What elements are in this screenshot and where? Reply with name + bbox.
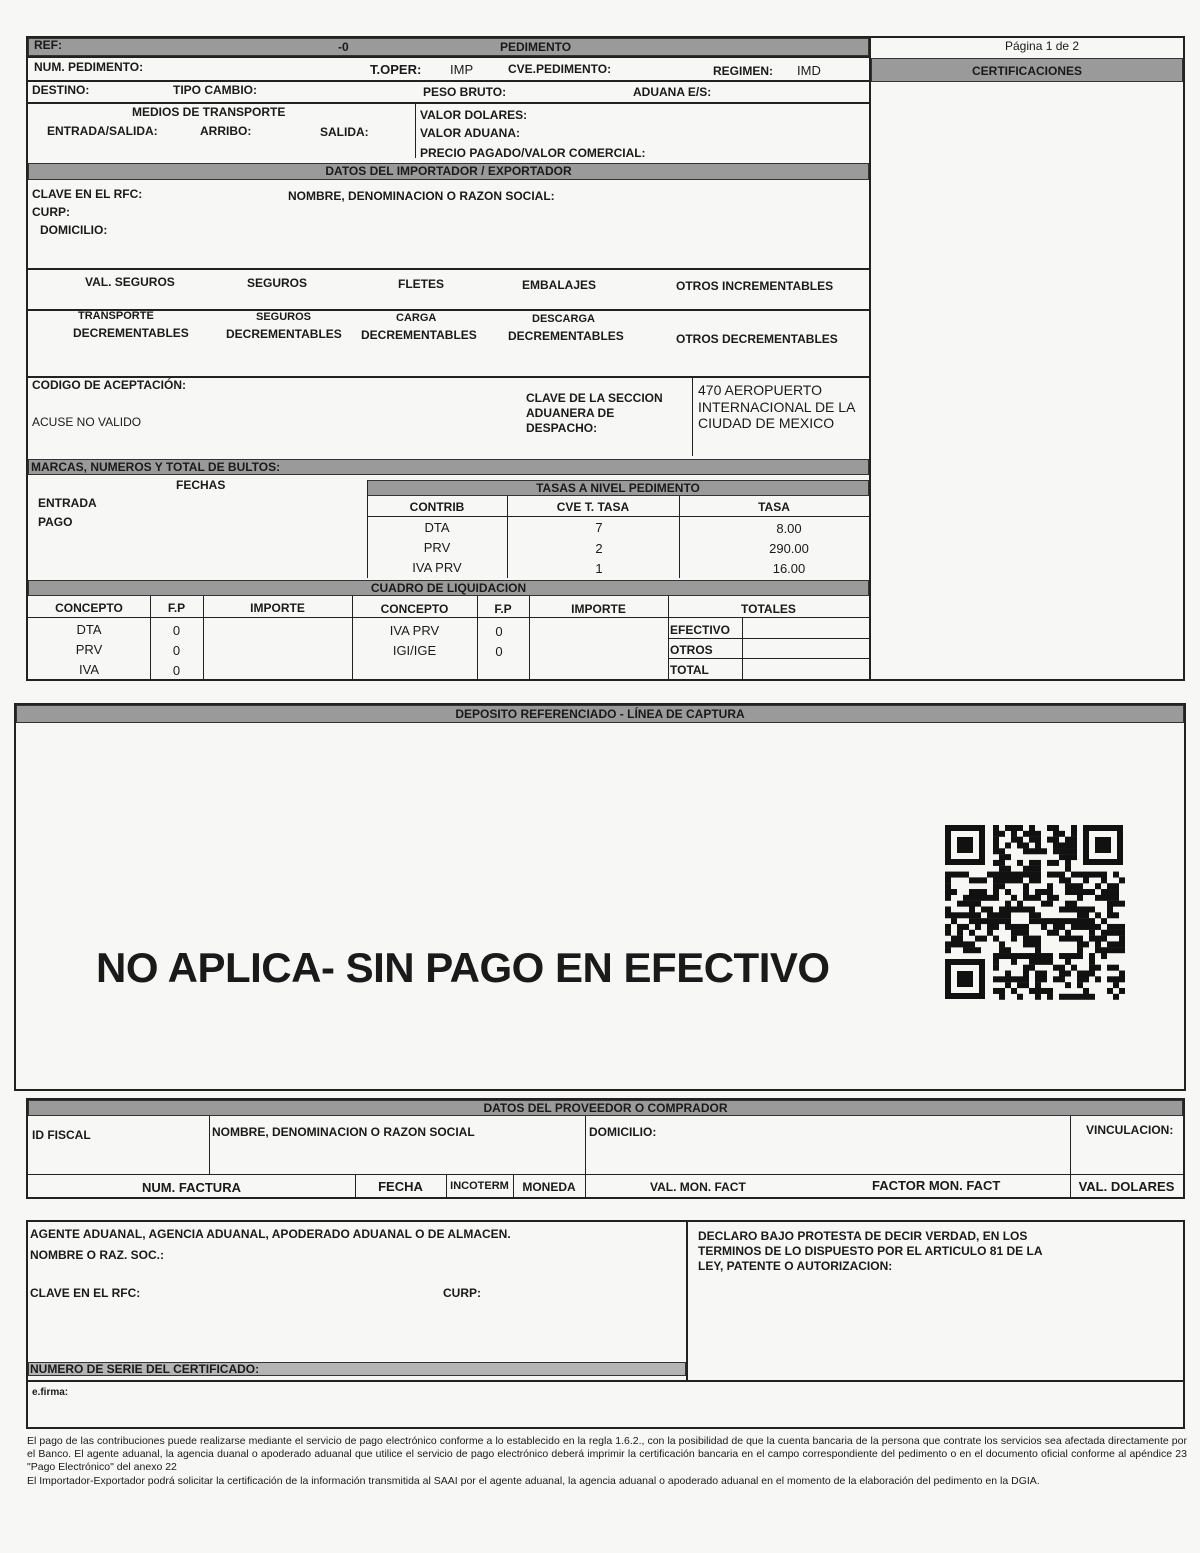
tasa-row-contrib: PRV <box>423 540 451 555</box>
declaro-2: TERMINOS DE LO DISPUESTO POR EL ARTICULO 81 DE LA <box>698 1244 1043 1258</box>
val-seguros-label: VAL. SEGUROS <box>85 275 175 289</box>
divider <box>668 617 869 618</box>
valor-dolares-label: VALOR DOLARES: <box>420 108 528 122</box>
divider <box>28 102 869 104</box>
liq-header-importe-2: IMPORTE <box>571 602 626 616</box>
qr-code-icon <box>943 823 1125 1001</box>
id-fiscal-label: ID FISCAL <box>32 1128 91 1142</box>
efirma-label: e.firma: <box>32 1387 69 1398</box>
carga-decrementables: DECREMENTABLES <box>361 328 477 342</box>
prov-nombre-label: NOMBRE, DENOMINACION O RAZON SOCIAL <box>212 1125 475 1139</box>
seccion-1: 470 AEROPUERTO <box>698 382 822 398</box>
liq-left-concepto: PRV <box>75 642 103 657</box>
footer-paragraph-1: El pago de las contribuciones puede realizarse mediante el servicio de pago electrónico conforme a lo establecido en la regla 1.6.2., con la posibilidad de que la cuenta bancaria de la persona que contrate los servicios sea afectada directamente por el Banco. El agente aduanal, la agencia duanal o apoderado aduanal que utilice el servicio de pago electrónico deberá imprimir la certificación bancaria en el campo correspondiente del pedimento o en el documento oficial conforme al apéndice 23 "Pago Electrónico" del anexo 22 <box>27 1435 1187 1473</box>
tasas-header-tasa: TASA <box>758 500 790 514</box>
num-pedimento-label: NUM. PEDIMENTO: <box>34 60 144 74</box>
pedimento-title: PEDIMENTO <box>500 40 572 54</box>
total-label: TOTAL <box>670 663 709 677</box>
divider <box>686 1220 688 1382</box>
tasa-row-tasa: 16.00 <box>772 561 806 576</box>
agente-nombre-label: NOMBRE O RAZ. SOC.: <box>30 1248 164 1262</box>
pagina-label: Página 1 de 2 <box>1005 39 1080 53</box>
efectivo-label: EFECTIVO <box>670 623 731 637</box>
divider <box>668 658 869 659</box>
toper-value: IMP <box>450 62 474 77</box>
fechas-pago: PAGO <box>38 515 73 529</box>
declaro-3: LEY, PATENTE O AUTORIZACION: <box>698 1259 893 1273</box>
valor-aduana-label: VALOR ADUANA: <box>420 126 520 140</box>
descarga-top: DESCARGA <box>532 314 595 322</box>
tasa-row-tasa: 8.00 <box>776 521 802 536</box>
transporte-top: TRANSPORTE <box>78 311 154 319</box>
seguros-top: SEGUROS <box>256 312 312 320</box>
certificaciones-box <box>869 36 1185 681</box>
otros-decrementables-label: OTROS DECREMENTABLES <box>676 332 838 346</box>
incoterm-label: INCOTERM <box>450 1180 509 1192</box>
arribo-label: ARRIBO: <box>200 124 252 138</box>
liq-left-fp: 0 <box>172 623 181 638</box>
ref-label: REF: <box>34 38 62 52</box>
salida-label: SALIDA: <box>320 125 369 139</box>
agente-curp-label: CURP: <box>443 1286 481 1300</box>
prov-domicilio-label: DOMICILIO: <box>589 1125 657 1139</box>
fletes-label: FLETES <box>398 277 445 291</box>
vinculacion-label: VINCULACION: <box>1086 1123 1174 1137</box>
domicilio-label: DOMICILIO: <box>40 223 108 237</box>
proveedor-title: DATOS DEL PROVEEDOR O COMPRADOR <box>483 1101 728 1115</box>
seguros-decrementables: DECREMENTABLES <box>226 327 342 341</box>
fecha-label: FECHA <box>378 1179 423 1194</box>
liq-header-concepto: CONCEPTO <box>55 601 123 615</box>
certificaciones-bar <box>871 58 1183 82</box>
seguros-label: SEGUROS <box>247 276 308 290</box>
fechas-entrada: ENTRADA <box>38 496 97 510</box>
val-dolares-label: VAL. DOLARES <box>1078 1179 1175 1194</box>
divider <box>585 1116 586 1175</box>
nombre-label: NOMBRE, DENOMINACION O RAZON SOCIAL: <box>288 189 555 203</box>
liq-left-fp: 0 <box>172 663 181 678</box>
aduana-label: ADUANA E/S: <box>633 85 712 99</box>
pedimento-bar <box>28 38 869 56</box>
tasa-row-contrib: IVA PRV <box>412 560 462 575</box>
divider <box>28 268 869 270</box>
val-mon-fact-label: VAL. MON. FACT <box>650 1180 746 1194</box>
tasa-row-contrib: DTA <box>424 520 450 535</box>
liq-header-fp-2: F.P <box>494 602 512 616</box>
otros-incrementables-label: OTROS INCREMENTABLES <box>676 279 834 293</box>
precio-pagado-label: PRECIO PAGADO/VALOR COMERCIAL: <box>420 146 646 160</box>
fechas-title: FECHAS <box>176 478 226 492</box>
entrada-salida-label: ENTRADA/SALIDA: <box>47 124 158 138</box>
liq-header-concepto-2: CONCEPTO <box>380 602 449 616</box>
curp-label: CURP: <box>32 205 70 219</box>
agente-rfc-label: CLAVE EN EL RFC: <box>30 1286 141 1300</box>
certificaciones-title: CERTIFICACIONES <box>971 64 1082 78</box>
num-factura-label: NUM. FACTURA <box>142 1180 241 1195</box>
acuse-label: ACUSE NO VALIDO <box>32 415 142 429</box>
divider <box>367 516 869 517</box>
divider <box>692 376 693 456</box>
seccion-3: CIUDAD DE MEXICO <box>698 415 835 431</box>
divider <box>28 617 669 618</box>
liq-right-concepto: IVA PRV <box>389 623 440 638</box>
toper-label: T.OPER: <box>370 62 422 77</box>
liq-header-totales: TOTALES <box>741 602 796 616</box>
tasa-row-cve: 7 <box>595 520 603 535</box>
transporte-decrementables: DECREMENTABLES <box>73 326 189 340</box>
liq-right-fp: 0 <box>495 644 503 659</box>
embalajes-label: EMBALAJES <box>522 278 597 292</box>
tasa-row-tasa: 290.00 <box>769 541 809 556</box>
liq-left-concepto: IVA <box>79 662 99 677</box>
divider <box>585 1174 586 1197</box>
liq-right-fp: 0 <box>495 624 503 639</box>
destino-label: DESTINO: <box>32 83 90 97</box>
divider <box>209 1116 210 1175</box>
divider <box>742 617 743 681</box>
agente-title: AGENTE ADUANAL, AGENCIA ADUANAL, APODERADO ADUANAL O DE ALMACEN. <box>30 1227 511 1241</box>
rfc-label: CLAVE EN EL RFC: <box>32 187 143 201</box>
otros-label: OTROS <box>670 643 713 657</box>
regimen-value: IMD <box>797 63 821 78</box>
footer-paragraph-2: El Importador-Exportador podrá solicitar la certificación de la información transmitida al SAAI por el agente aduanal, la agencia aduanal o apoderado aduanal en el momento de la elaboración del pedimento en la DGIA. <box>27 1475 1040 1487</box>
liq-left-fp: 0 <box>172 643 181 658</box>
deposito-bar <box>16 705 1184 723</box>
divider <box>668 638 869 639</box>
tasa-row-cve: 2 <box>595 541 603 556</box>
divider <box>28 56 869 58</box>
descarga-decrementables: DECREMENTABLES <box>508 329 624 343</box>
codigo-aceptacion-label: CODIGO DE ACEPTACIÓN: <box>32 378 187 392</box>
declaro-1: DECLARO BAJO PROTESTA DE DECIR VERDAD, EN LOS <box>698 1229 1028 1243</box>
divider <box>415 102 416 158</box>
clave-seccion-2: ADUANERA DE <box>526 406 615 420</box>
deposito-title: DEPOSITO REFERENCIADO - LÍNEA DE CAPTURA <box>455 707 745 721</box>
divider <box>28 309 869 311</box>
divider <box>28 1174 1183 1175</box>
carga-top: CARGA <box>396 313 437 321</box>
divider <box>28 80 869 82</box>
importador-title: DATOS DEL IMPORTADOR / EXPORTADOR <box>325 164 572 178</box>
no-aplica-label: NO APLICA- SIN PAGO EN EFECTIVO <box>96 944 830 991</box>
factor-mon-fact-label: FACTOR MON. FACT <box>872 1178 1001 1193</box>
regimen-label: REGIMEN: <box>713 64 773 78</box>
moneda-label: MONEDA <box>522 1180 576 1194</box>
ref-value: -0 <box>338 40 349 54</box>
marcas-bar <box>28 459 869 475</box>
tasas-bar <box>367 480 869 496</box>
liq-header-fp: F.P <box>167 601 186 615</box>
liquidacion-title: CUADRO DE LIQUIDACION <box>370 581 527 595</box>
tasas-title: TASAS A NIVEL PEDIMENTO <box>536 481 700 495</box>
marcas-label: MARCAS, NUMEROS Y TOTAL DE BULTOS: <box>31 460 281 474</box>
cve-pedimento-label: CVE.PEDIMENTO: <box>508 62 612 76</box>
liq-header-importe: IMPORTE <box>250 601 305 615</box>
liq-left-concepto: DTA <box>76 622 102 637</box>
liq-right-concepto: IGI/IGE <box>392 643 437 658</box>
liquidacion-bar <box>28 580 869 596</box>
proveedor-bar <box>28 1100 1183 1116</box>
tasas-header-cve: CVE T. TASA <box>556 500 630 514</box>
medios-transporte-label: MEDIOS DE TRANSPORTE <box>132 105 286 119</box>
divider <box>28 1380 1183 1382</box>
clave-seccion-3: DESPACHO: <box>526 421 598 435</box>
tasa-row-cve: 1 <box>595 561 603 576</box>
tasas-header-contrib: CONTRIB <box>409 500 465 514</box>
tipo-cambio-label: TIPO CAMBIO: <box>173 83 257 97</box>
clave-seccion-1: CLAVE DE LA SECCION <box>526 391 663 405</box>
importador-bar <box>28 163 869 180</box>
seccion-2: INTERNACIONAL DE LA <box>698 399 856 415</box>
peso-bruto-label: PESO BRUTO: <box>423 85 507 99</box>
serie-label: NUMERO DE SERIE DEL CERTIFICADO: <box>30 1362 260 1376</box>
